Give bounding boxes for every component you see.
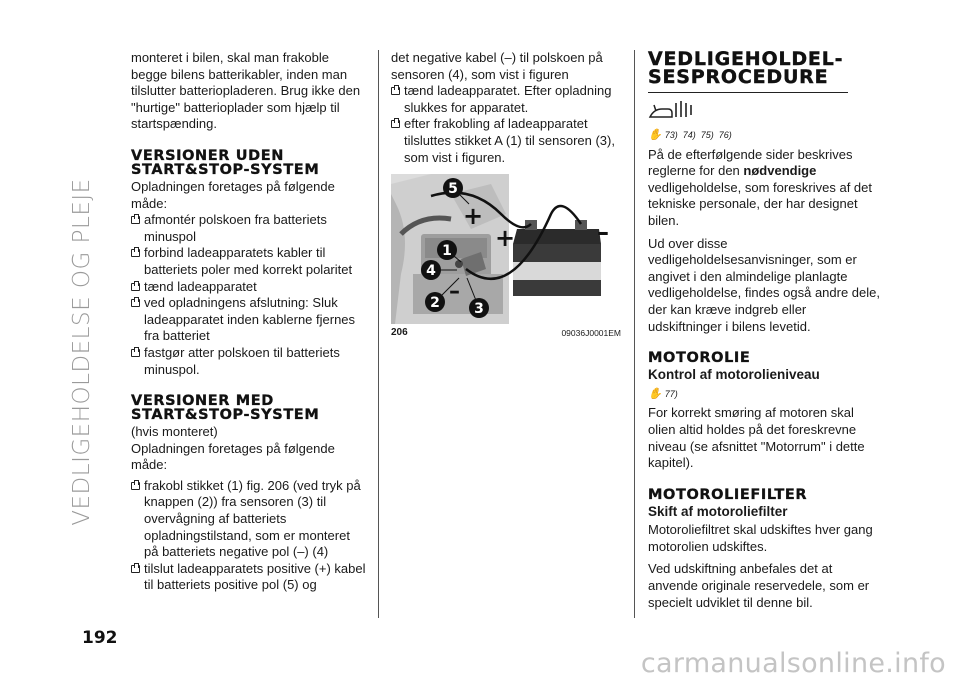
bullet-icon xyxy=(131,283,140,291)
hand-wrench-icon xyxy=(648,99,696,121)
minus-sign: – xyxy=(449,279,460,305)
figure-number: 206 xyxy=(391,327,408,339)
svg-text:2: 2 xyxy=(430,295,440,312)
paragraph: det negative kabel (–) til polskoen på sensoren (4), som vist i figuren xyxy=(391,50,603,82)
plus-sign: + xyxy=(463,202,484,231)
battery-figure xyxy=(391,174,621,342)
bullet-icon xyxy=(131,349,140,357)
paragraph: Opladningen foretages på følgende måde: xyxy=(131,178,335,211)
bullet-icon xyxy=(131,565,140,573)
battery-illustration xyxy=(391,174,621,324)
column-middle xyxy=(391,50,623,342)
list-item: afmontér polskoen fra batteriets minuspol xyxy=(131,212,366,245)
bullet-icon xyxy=(131,216,140,224)
figure-code: 09036J0001EM xyxy=(561,328,621,339)
intro-paragraph: monteret i bilen, skal man frakoble begge bilens batterikabler, inden man tilslutter batteriopladeren. Brug ikke den "hurtige" batterioplader som hjælp til startspænding. xyxy=(131,50,361,132)
hand-warning-icon: ✋ xyxy=(648,129,662,141)
heading-with-start-stop: VERSIONER MED START&STOP-SYSTEM xyxy=(131,393,320,424)
instruction-list xyxy=(131,212,366,378)
page-number: 192 xyxy=(82,628,118,648)
heading-oil-filter: MOTOROLIEFILTER xyxy=(648,486,808,503)
list-item: tænd ladeapparatet. Efter opladning slukkes for apparatet. xyxy=(391,83,623,116)
chapter-side-title: VEDLIGEHOLDELSE OG PLEJE xyxy=(69,178,95,526)
heading-maintenance-procedure: VEDLIGEHOLDEL-SESPROCEDURE xyxy=(648,50,848,93)
list-item: efter frakobling af ladeapparatet tilsluttes stikket A (1) til sensoren (3), som vist i figuren. xyxy=(391,116,623,166)
watermark: carmanualsonline.info xyxy=(640,648,946,679)
svg-text:3: 3 xyxy=(474,301,484,318)
svg-text:4: 4 xyxy=(426,263,436,280)
plus-sign: + xyxy=(495,224,516,253)
paragraph: For korrekt smøring af motoren skal olien altid holdes på det foreskrevne niveau (se afsnittet "Motorrum" i dette kapitel). xyxy=(648,405,865,471)
warning-references: ✋ 73) 74) 75) 76) xyxy=(648,127,880,144)
list-item: ved opladningens afslutning: Sluk ladeapparatet inden kablerne fjernes fra batteriet xyxy=(131,295,366,345)
column-right xyxy=(648,50,880,611)
paragraph: Ud over disse vedligeholdelsesanvisninger, som er angivet i den almindelige planlagte vedligeholdelse, findes også andre dele, der kan kræve indgreb eller udskiftninger i bilens levetid. xyxy=(648,235,881,334)
subheading-oil-filter-change: Skift af motoroliefilter xyxy=(648,503,788,519)
paragraph: (hvis monteret) xyxy=(131,424,218,440)
heading-engine-oil: MOTOROLIE xyxy=(648,350,751,367)
svg-text:5: 5 xyxy=(448,181,458,198)
hand-warning-icon: ✋ xyxy=(648,387,662,400)
bullet-icon xyxy=(391,120,400,128)
list-item: tilslut ladeapparatets positive (+) kabel til batteriets positive pol (5) og xyxy=(131,561,366,594)
paragraph: Opladningen foretages på følgende måde: xyxy=(131,440,335,473)
list-item: fastgør atter polskoen til batteriets minuspol. xyxy=(131,345,366,378)
instruction-list xyxy=(131,478,366,594)
bullet-icon xyxy=(131,299,140,307)
list-item: tænd ladeapparatet xyxy=(131,279,366,296)
warning-references: ✋ 77) xyxy=(648,386,880,403)
minus-sign: – xyxy=(597,218,609,247)
column-left xyxy=(131,50,366,594)
paragraph: Ved udskiftning anbefales det at anvende originale reservedele, som er specielt udviklet til denne bil. xyxy=(648,561,870,610)
figure-caption xyxy=(391,325,621,342)
paragraph: Motoroliefiltret skal udskiftes hver gang motorolien udskiftes. xyxy=(648,522,873,554)
heading-without-start-stop: VERSIONER UDEN START&STOP-SYSTEM xyxy=(131,147,320,178)
bullet-icon xyxy=(391,87,400,95)
bullet-icon xyxy=(131,249,140,257)
subheading-oil-level: Kontrol af motorolieniveau xyxy=(648,367,820,383)
paragraph: På de efterfølgende sider beskrives reglerne for den nødvendige vedligeholdelse, som foreskrives af det tekniske personale, der har designet bilen. xyxy=(648,146,873,228)
list-item: forbind ladeapparatets kabler til batteriets poler med korrekt polaritet xyxy=(131,245,366,278)
svg-text:1: 1 xyxy=(442,243,452,260)
bullet-icon xyxy=(131,482,140,490)
column-divider xyxy=(378,50,379,618)
column-divider xyxy=(634,50,635,618)
list-item: frakobl stikket (1) fig. 206 (ved tryk på knappen (2)) fra sensoren (3) til overvågning af batteriets opladningstilstand, som er monteret på batteriets negative pol (–) (4) xyxy=(131,478,366,561)
